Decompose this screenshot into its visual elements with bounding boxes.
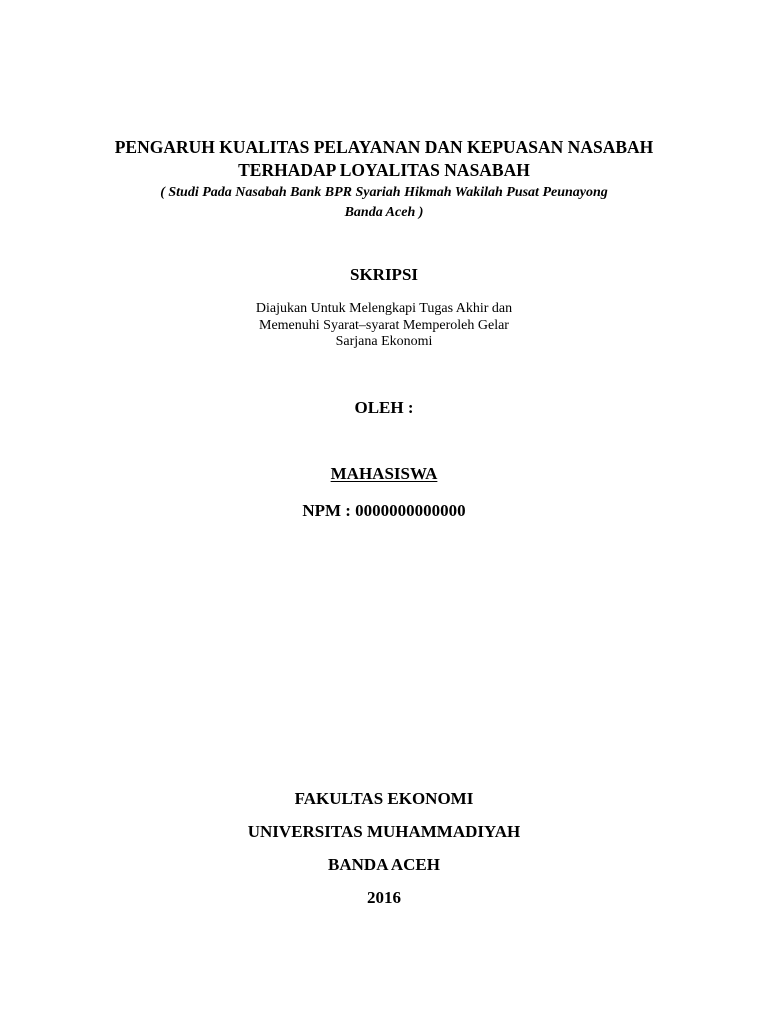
- purpose-line-1: Diajukan Untuk Melengkapi Tugas Akhir dan: [255, 301, 513, 316]
- university-name: UNIVERSITAS MUHAMMADIYAH: [247, 822, 521, 841]
- thesis-subtitle-line-1: ( Studi Pada Nasabah Bank BPR Syariah Hikmah Wakilah Pusat Peunayong: [160, 185, 608, 200]
- thesis-title-line-2: TERHADAP LOYALITAS NASABAH: [238, 160, 530, 180]
- author-name: [0, 465, 768, 482]
- author-npm: NPM : 0000000000000: [302, 501, 466, 520]
- year: 2016: [367, 888, 401, 907]
- author-name-text: MAHASISWA: [330, 464, 438, 483]
- faculty-name: FAKULTAS EKONOMI: [294, 789, 474, 808]
- purpose-line-3: Sarjana Ekonomi: [335, 334, 433, 349]
- city-name: BANDA ACEH: [328, 855, 440, 874]
- by-label: OLEH :: [354, 398, 414, 417]
- purpose-line-2: Memenuhi Syarat–syarat Memperoleh Gelar: [259, 318, 509, 333]
- thesis-title-line-1: PENGARUH KUALITAS PELAYANAN DAN KEPUASAN NASABAH: [114, 137, 654, 157]
- thesis-subtitle-line-2: Banda Aceh ): [344, 205, 424, 220]
- document-type-heading: SKRIPSI: [349, 265, 419, 284]
